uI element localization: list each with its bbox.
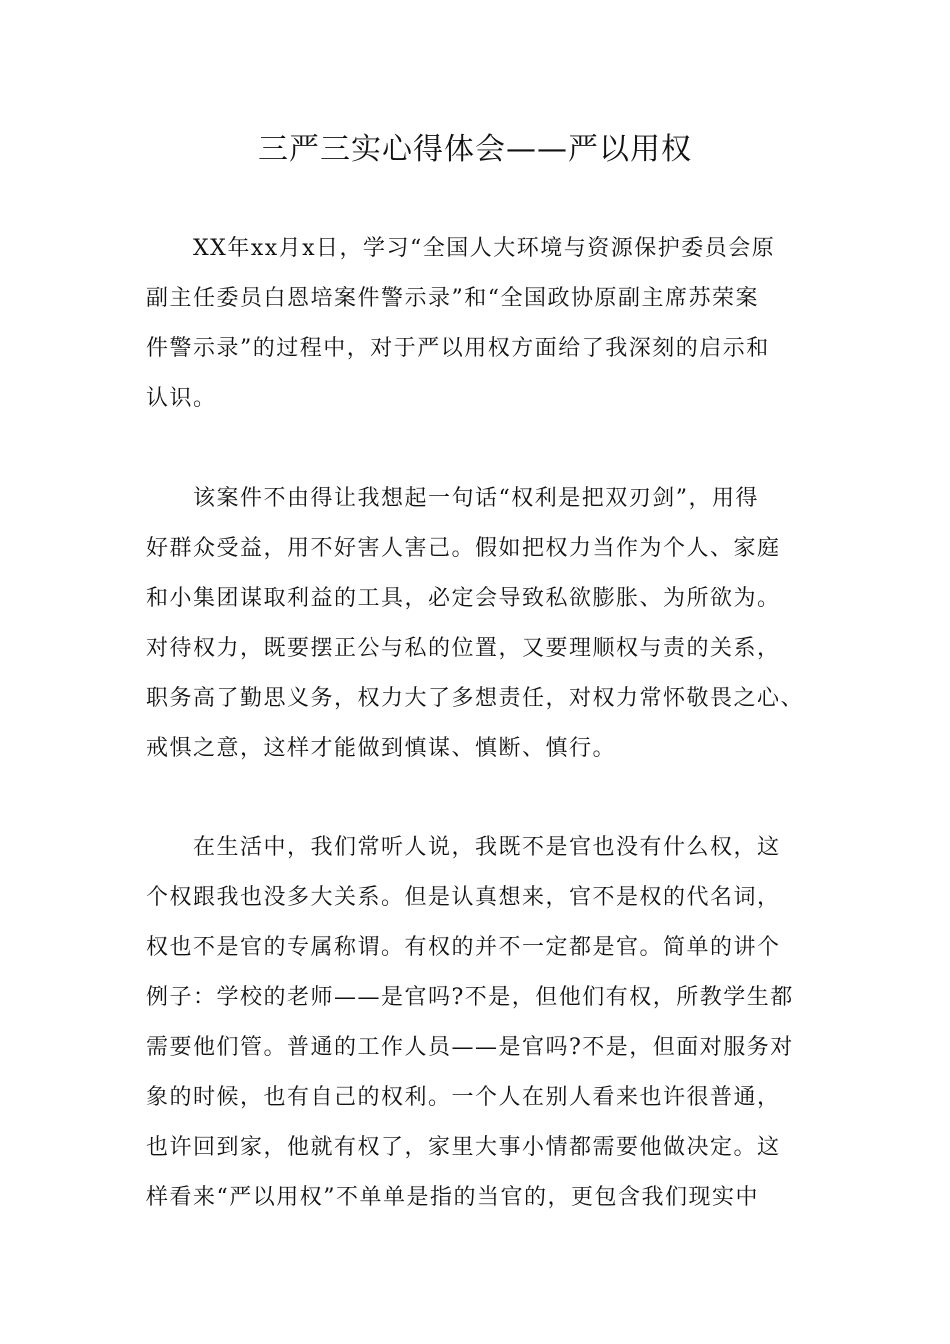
paragraph-line: 需要他们管。普通的工作人员——是官吗?不是，但面对服务对	[146, 1035, 794, 1060]
paragraph-line: 对待权力，既要摆正公与私的位置，又要理顺权与责的关系，	[146, 636, 781, 661]
paragraph-line: 副主任委员白恩培案件警示录”和“全国政协原副主席苏荣案	[146, 286, 759, 311]
paragraph-line: 在生活中，我们常听人说，我既不是官也没有什么权，这	[193, 835, 781, 860]
paragraph-line: 也许回到家，他就有权了，家里大事小情都需要他做决定。这	[146, 1135, 781, 1160]
paragraph-line: 样看来“严以用权”不单单是指的当官的，更包含我们现实中	[146, 1185, 759, 1210]
paragraph-line: 和小集团谋取利益的工具，必定会导致私欲膨胀、为所欲为。	[146, 586, 781, 611]
document-title: 三严三实心得体会——严以用权	[258, 132, 692, 167]
paragraph-line: 权也不是官的专属称谓。有权的并不一定都是官。简单的讲个	[146, 935, 781, 960]
paragraph-line: 职务高了勤思义务，权力大了多想责任，对权力常怀敬畏之心、	[146, 686, 805, 711]
paragraph-line: 件警示录”的过程中，对于严以用权方面给了我深刻的启示和	[146, 336, 770, 361]
paragraph-line: 例子：学校的老师——是官吗?不是，但他们有权，所教学生都	[146, 985, 794, 1010]
paragraph-line: 该案件不由得让我想起一句话“权利是把双刃剑”，用得	[193, 486, 759, 511]
paragraph-line: XX年xx月x日，学习“全国人大环境与资源保护委员会原	[193, 236, 776, 261]
paragraph-line: 个权跟我也没多大关系。但是认真想来，官不是权的代名词，	[146, 885, 781, 910]
paragraph-line: 认识。	[146, 386, 217, 411]
paragraph-line: 戒惧之意，这样才能做到慎谋、慎断、慎行。	[146, 736, 617, 761]
paragraph-line: 象的时候，也有自己的权利。一个人在别人看来也许很普通，	[146, 1085, 781, 1110]
paragraph-line: 好群众受益，用不好害人害己。假如把权力当作为个人、家庭	[146, 536, 781, 561]
